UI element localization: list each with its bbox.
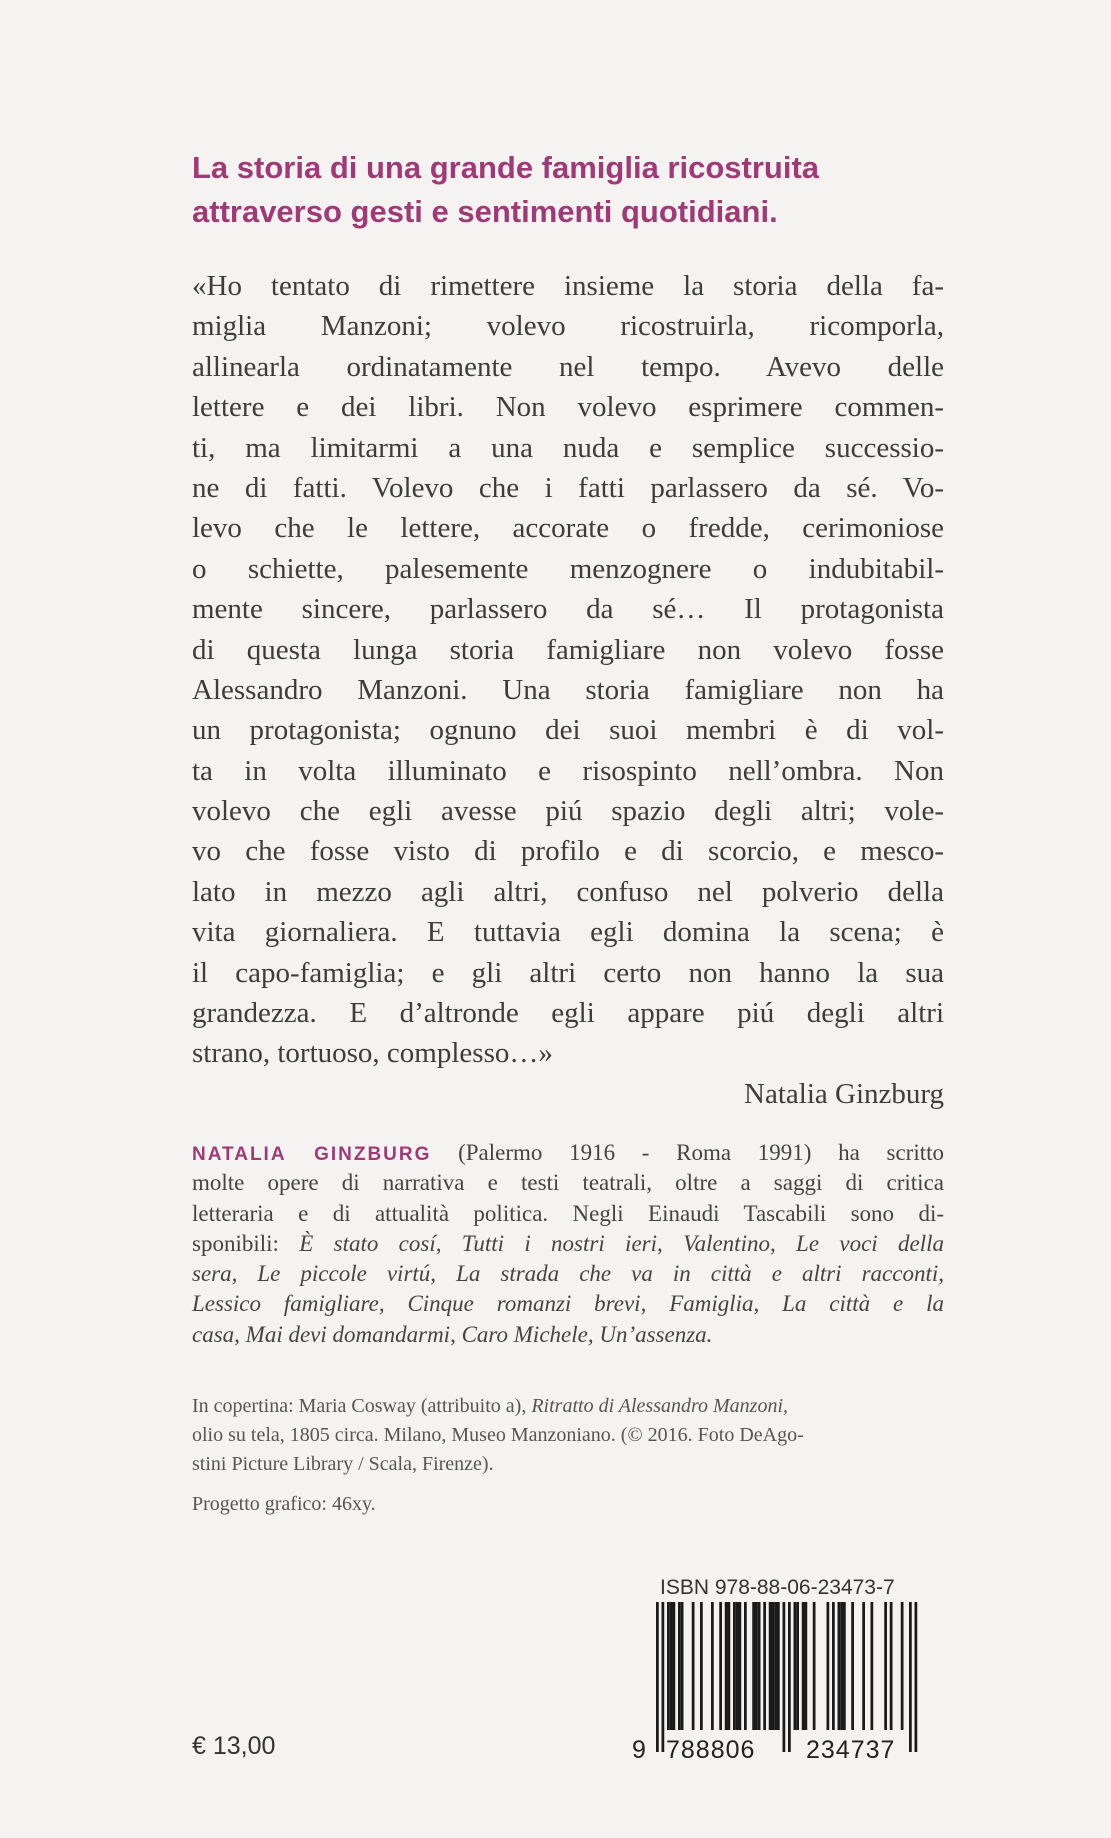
barcode-bar xyxy=(915,1602,918,1752)
bio-line xyxy=(192,1259,944,1289)
isbn-label: ISBN 978-88-06-23473-7 xyxy=(660,1576,895,1599)
credits-line: stini Picture Library / Scala, Firenze). xyxy=(192,1453,494,1475)
author-bio xyxy=(192,1138,944,1350)
barcode-bar xyxy=(777,1602,780,1730)
bio-titles: È stato cosí, Tutti i nostri ieri, Valentino, Le voci della xyxy=(299,1230,944,1256)
barcode-bar xyxy=(763,1602,766,1730)
barcode-bar xyxy=(728,1602,731,1730)
quote-line: ta in volta illuminato e risospinto nell’ombra. Non xyxy=(192,754,944,787)
barcode-bar xyxy=(909,1602,912,1752)
bio-titles: Lessico famigliare, Cinque romanzi brevi, Famiglia, La città e la xyxy=(192,1291,944,1317)
quote-author: Natalia Ginzburg xyxy=(744,1077,944,1110)
author-name: NATALIA GINZBURG xyxy=(192,1144,432,1165)
barcode-bar xyxy=(719,1602,722,1730)
tagline xyxy=(192,146,944,234)
quote-line: ti, ma limitarmi a una nuda e semplice successio- xyxy=(192,431,944,464)
design-credit: Progetto grafico: 46xy. xyxy=(192,1493,376,1515)
barcode-bar xyxy=(700,1602,703,1730)
credits-text: In copertina: Maria Cosway (attribuito a), xyxy=(192,1395,532,1417)
quote-line: ne di fatti. Volevo che i fatti parlassero da sé. Vo- xyxy=(192,471,944,504)
quote-line: grandezza. E d’altronde egli appare piú degli altri xyxy=(192,997,944,1030)
bio-titles: sera, Le piccole virtú, La strada che va in città e altri racconti, xyxy=(192,1261,944,1287)
barcode-bar xyxy=(774,1602,777,1730)
barcode-bar xyxy=(832,1602,835,1730)
barcode-bar xyxy=(827,1602,830,1730)
barcode-bar xyxy=(681,1602,684,1730)
barcode-bar xyxy=(736,1602,739,1730)
barcode-bar xyxy=(667,1602,670,1730)
barcode-bar xyxy=(769,1602,772,1730)
barcode-bar xyxy=(783,1602,786,1752)
quote-line: lato in mezzo agli altri, confuso nel polverio della xyxy=(192,875,944,908)
barcode-bar xyxy=(678,1602,681,1730)
quote-line: mente sincere, parlassero da sé… Il protagonista xyxy=(192,593,944,626)
cover-credits xyxy=(192,1392,944,1479)
quote-line: vo che fosse visto di profilo e di scorcio, e mesco- xyxy=(192,835,944,868)
quote-line: allinearla ordinatamente nel tempo. Avevo delle xyxy=(192,350,944,383)
quote-line: strano, tortuoso, complesso…» xyxy=(192,1037,553,1070)
bio-line xyxy=(192,1320,944,1350)
barcode-bar xyxy=(670,1602,673,1730)
barcode-bar xyxy=(851,1602,854,1730)
quote-line: miglia Manzoni; volevo ricostruirla, ricomporla, xyxy=(192,310,944,343)
bio-line xyxy=(192,1289,944,1319)
barcode-bar xyxy=(733,1602,736,1730)
credits-line: olio su tela, 1805 circa. Milano, Museo Manzoniano. (© 2016. Foto DeAgo- xyxy=(192,1424,804,1446)
barcode-bar xyxy=(805,1602,808,1730)
barcode-bar xyxy=(752,1602,755,1730)
quote-block xyxy=(192,266,944,1114)
barcode-digits-left: 788806 xyxy=(666,1736,756,1762)
barcode-bar xyxy=(794,1602,797,1730)
barcode-bar xyxy=(796,1602,799,1730)
barcode-bar xyxy=(840,1602,843,1730)
barcode-bars xyxy=(656,1602,917,1752)
barcode-bar xyxy=(890,1602,893,1730)
barcode-bar xyxy=(884,1602,887,1730)
credits-line xyxy=(192,1392,944,1421)
tagline-line: La storia di una grande famiglia ricostruita xyxy=(192,150,820,185)
bio-line xyxy=(192,1138,944,1168)
barcode-bar xyxy=(711,1602,714,1730)
bio-text: sponibili: xyxy=(192,1230,300,1256)
barcode-bar xyxy=(744,1602,747,1730)
price: € 13,00 xyxy=(192,1732,276,1760)
painting-title: Ritratto di Alessandro Manzoni, xyxy=(531,1395,789,1417)
bio-line: letteraria e di attualità politica. Negli Einaudi Tascabili sono di- xyxy=(192,1200,944,1226)
quote-line: lettere e dei libri. Non volevo esprimere commen- xyxy=(192,391,944,424)
barcode-bar xyxy=(788,1602,791,1752)
barcode-digit-first: 9 xyxy=(632,1736,646,1762)
barcode-bar xyxy=(838,1602,841,1730)
bio-line: molte opere di narrativa e testi teatrali, oltre a saggi di critica xyxy=(192,1170,944,1196)
barcode-bar xyxy=(772,1602,775,1730)
quote-line: di questa lunga storia famigliare non volevo fosse xyxy=(192,633,944,666)
barcode-bar xyxy=(813,1602,816,1730)
barcode-bar xyxy=(692,1602,695,1730)
quote-line: «Ho tentato di rimettere insieme la storia della fa- xyxy=(192,270,944,302)
barcode-bar xyxy=(871,1602,874,1730)
barcode-bar xyxy=(843,1602,846,1730)
barcode-bar xyxy=(802,1602,805,1730)
barcode-bar xyxy=(739,1602,742,1730)
barcode-bar xyxy=(662,1602,665,1752)
bio-line xyxy=(192,1229,944,1259)
quote-line: Alessandro Manzoni. Una storia famigliare non ha xyxy=(192,673,944,706)
bio-titles: casa, Mai devi domandarmi, Caro Michele, Un’assenza. xyxy=(192,1321,713,1347)
barcode-bar xyxy=(862,1602,865,1730)
barcode-bar xyxy=(755,1602,758,1730)
barcode xyxy=(626,1602,946,1762)
quote-line: vita giornaliera. E tuttavia egli domina la scena; è xyxy=(192,916,944,949)
quote-line: levo che le lettere, accorate o fredde, cerimoniose xyxy=(192,512,944,545)
quote-line: il capo-famiglia; e gli altri certo non hanno la sua xyxy=(192,956,944,989)
quote-line: un protagonista; ognuno dei suoi membri è di vol- xyxy=(192,714,944,747)
barcode-bar xyxy=(673,1602,676,1730)
tagline-line: attraverso gesti e sentimenti quotidiani. xyxy=(192,194,778,229)
quote-line: volevo che egli avesse piú spazio degli altri; vole- xyxy=(192,795,944,828)
quote-line: o schiette, palesemente menzognere o indubitabil- xyxy=(192,552,944,585)
bio-text: (Palermo 1916 - Roma 1991) ha scritto xyxy=(431,1140,944,1165)
barcode-bar xyxy=(656,1602,659,1752)
barcode-bar xyxy=(725,1602,728,1730)
barcode-bar xyxy=(758,1602,761,1730)
barcode-bar xyxy=(901,1602,904,1730)
barcode-digits-right: 234737 xyxy=(806,1736,896,1762)
